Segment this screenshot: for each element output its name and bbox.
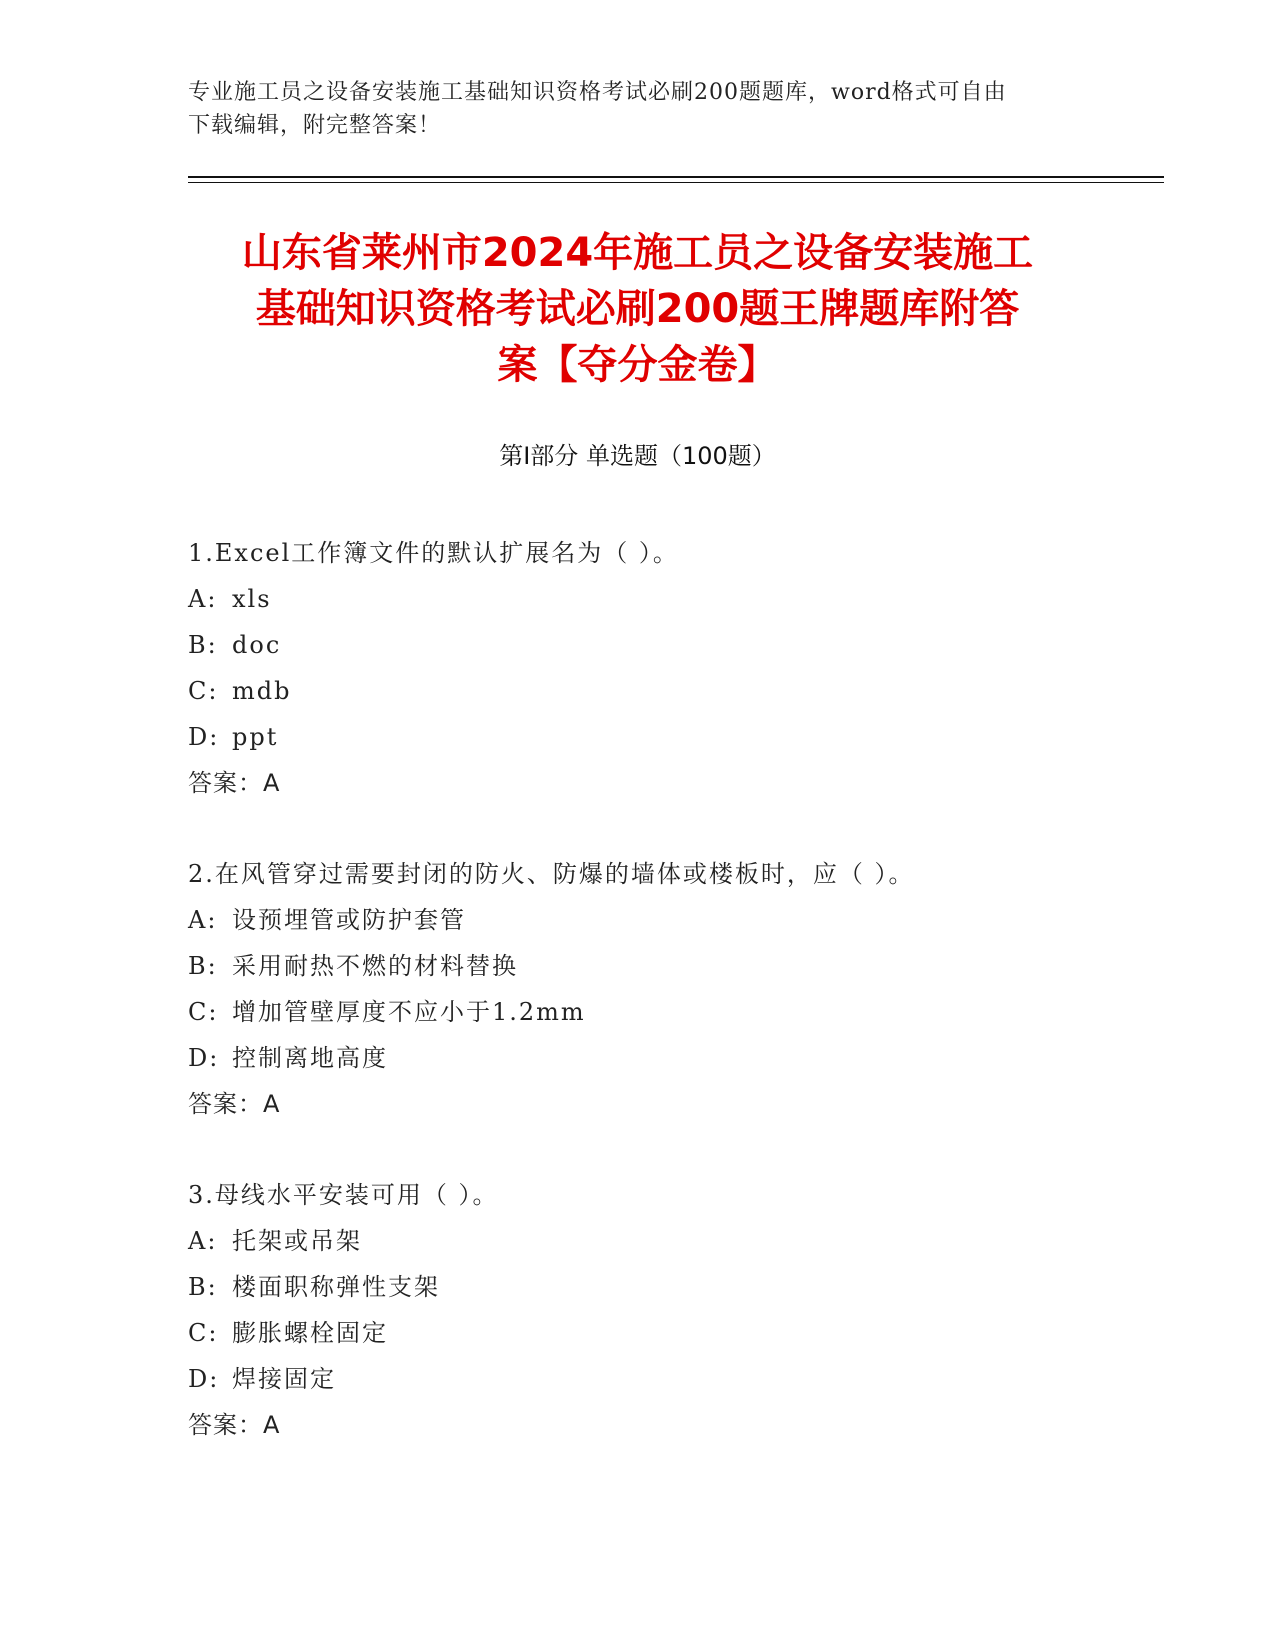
question-list: [188, 530, 1148, 1493]
question-2: [188, 851, 1148, 1127]
option-text: mdb: [232, 677, 292, 705]
option-letter: A:: [188, 585, 218, 613]
title-line-1: 山东省莱州市2024年施工员之设备安装施工: [241, 230, 1034, 276]
option-d: [188, 1356, 1148, 1402]
option-c: [188, 989, 1148, 1035]
option-letter: C:: [188, 1319, 219, 1347]
option-letter: B:: [188, 1273, 218, 1301]
option-text: doc: [232, 631, 282, 659]
title-line-3: 案【夺分金卷】: [497, 342, 778, 388]
option-b: [188, 943, 1148, 989]
option-a: [188, 897, 1148, 943]
question-stem: 1.Excel工作簿文件的默认扩展名为（ ）。: [188, 539, 679, 567]
question-stem: 2.在风管穿过需要封闭的防火、防爆的墙体或楼板时，应（ ）。: [188, 860, 915, 888]
option-letter: A:: [188, 1227, 218, 1255]
option-letter: C:: [188, 677, 219, 705]
option-letter: D:: [188, 723, 220, 751]
option-d: [188, 1035, 1148, 1081]
option-letter: C:: [188, 998, 219, 1026]
option-a: [188, 576, 1148, 622]
option-c: [188, 1310, 1148, 1356]
option-text: 增加管壁厚度不应小于1.2mm: [232, 998, 586, 1026]
document-title: [150, 225, 1125, 393]
header-note: [188, 76, 1088, 142]
header-note-line-2: 下载编辑，附完整答案！: [188, 113, 442, 138]
question-3: [188, 1172, 1148, 1448]
option-b: [188, 1264, 1148, 1310]
question-1: [188, 530, 1148, 806]
header-rule-thick: [188, 176, 1164, 178]
title-line-2: 基础知识资格考试必刷200题王牌题库附答: [255, 286, 1020, 332]
option-text: ppt: [232, 723, 279, 751]
option-text: 膨胀螺栓固定: [232, 1319, 388, 1347]
option-d: [188, 714, 1148, 760]
header-rule-thin: [188, 182, 1164, 183]
option-letter: A:: [188, 906, 218, 934]
option-text: 楼面职称弹性支架: [232, 1273, 440, 1301]
option-letter: B:: [188, 631, 218, 659]
option-text: 控制离地高度: [232, 1044, 388, 1072]
option-a: [188, 1218, 1148, 1264]
option-letter: B:: [188, 952, 218, 980]
option-text: 托架或吊架: [232, 1227, 362, 1255]
option-letter: D:: [188, 1044, 220, 1072]
option-c: [188, 668, 1148, 714]
question-stem: 3.母线水平安装可用（ ）。: [188, 1181, 499, 1209]
answer: 答案：A: [188, 1090, 281, 1118]
answer: 答案：A: [188, 769, 281, 797]
answer: 答案：A: [188, 1411, 281, 1439]
option-text: 采用耐热不燃的材料替换: [232, 952, 518, 980]
header-note-line-1: 专业施工员之设备安装施工基础知识资格考试必刷200题题库，word格式可自由: [188, 80, 1007, 105]
section-title: 第Ⅰ部分 单选题（100题）: [499, 442, 776, 470]
option-text: 设预埋管或防护套管: [232, 906, 466, 934]
option-letter: D:: [188, 1365, 220, 1393]
option-b: [188, 622, 1148, 668]
option-text: 焊接固定: [232, 1365, 336, 1393]
option-text: xls: [232, 585, 272, 613]
